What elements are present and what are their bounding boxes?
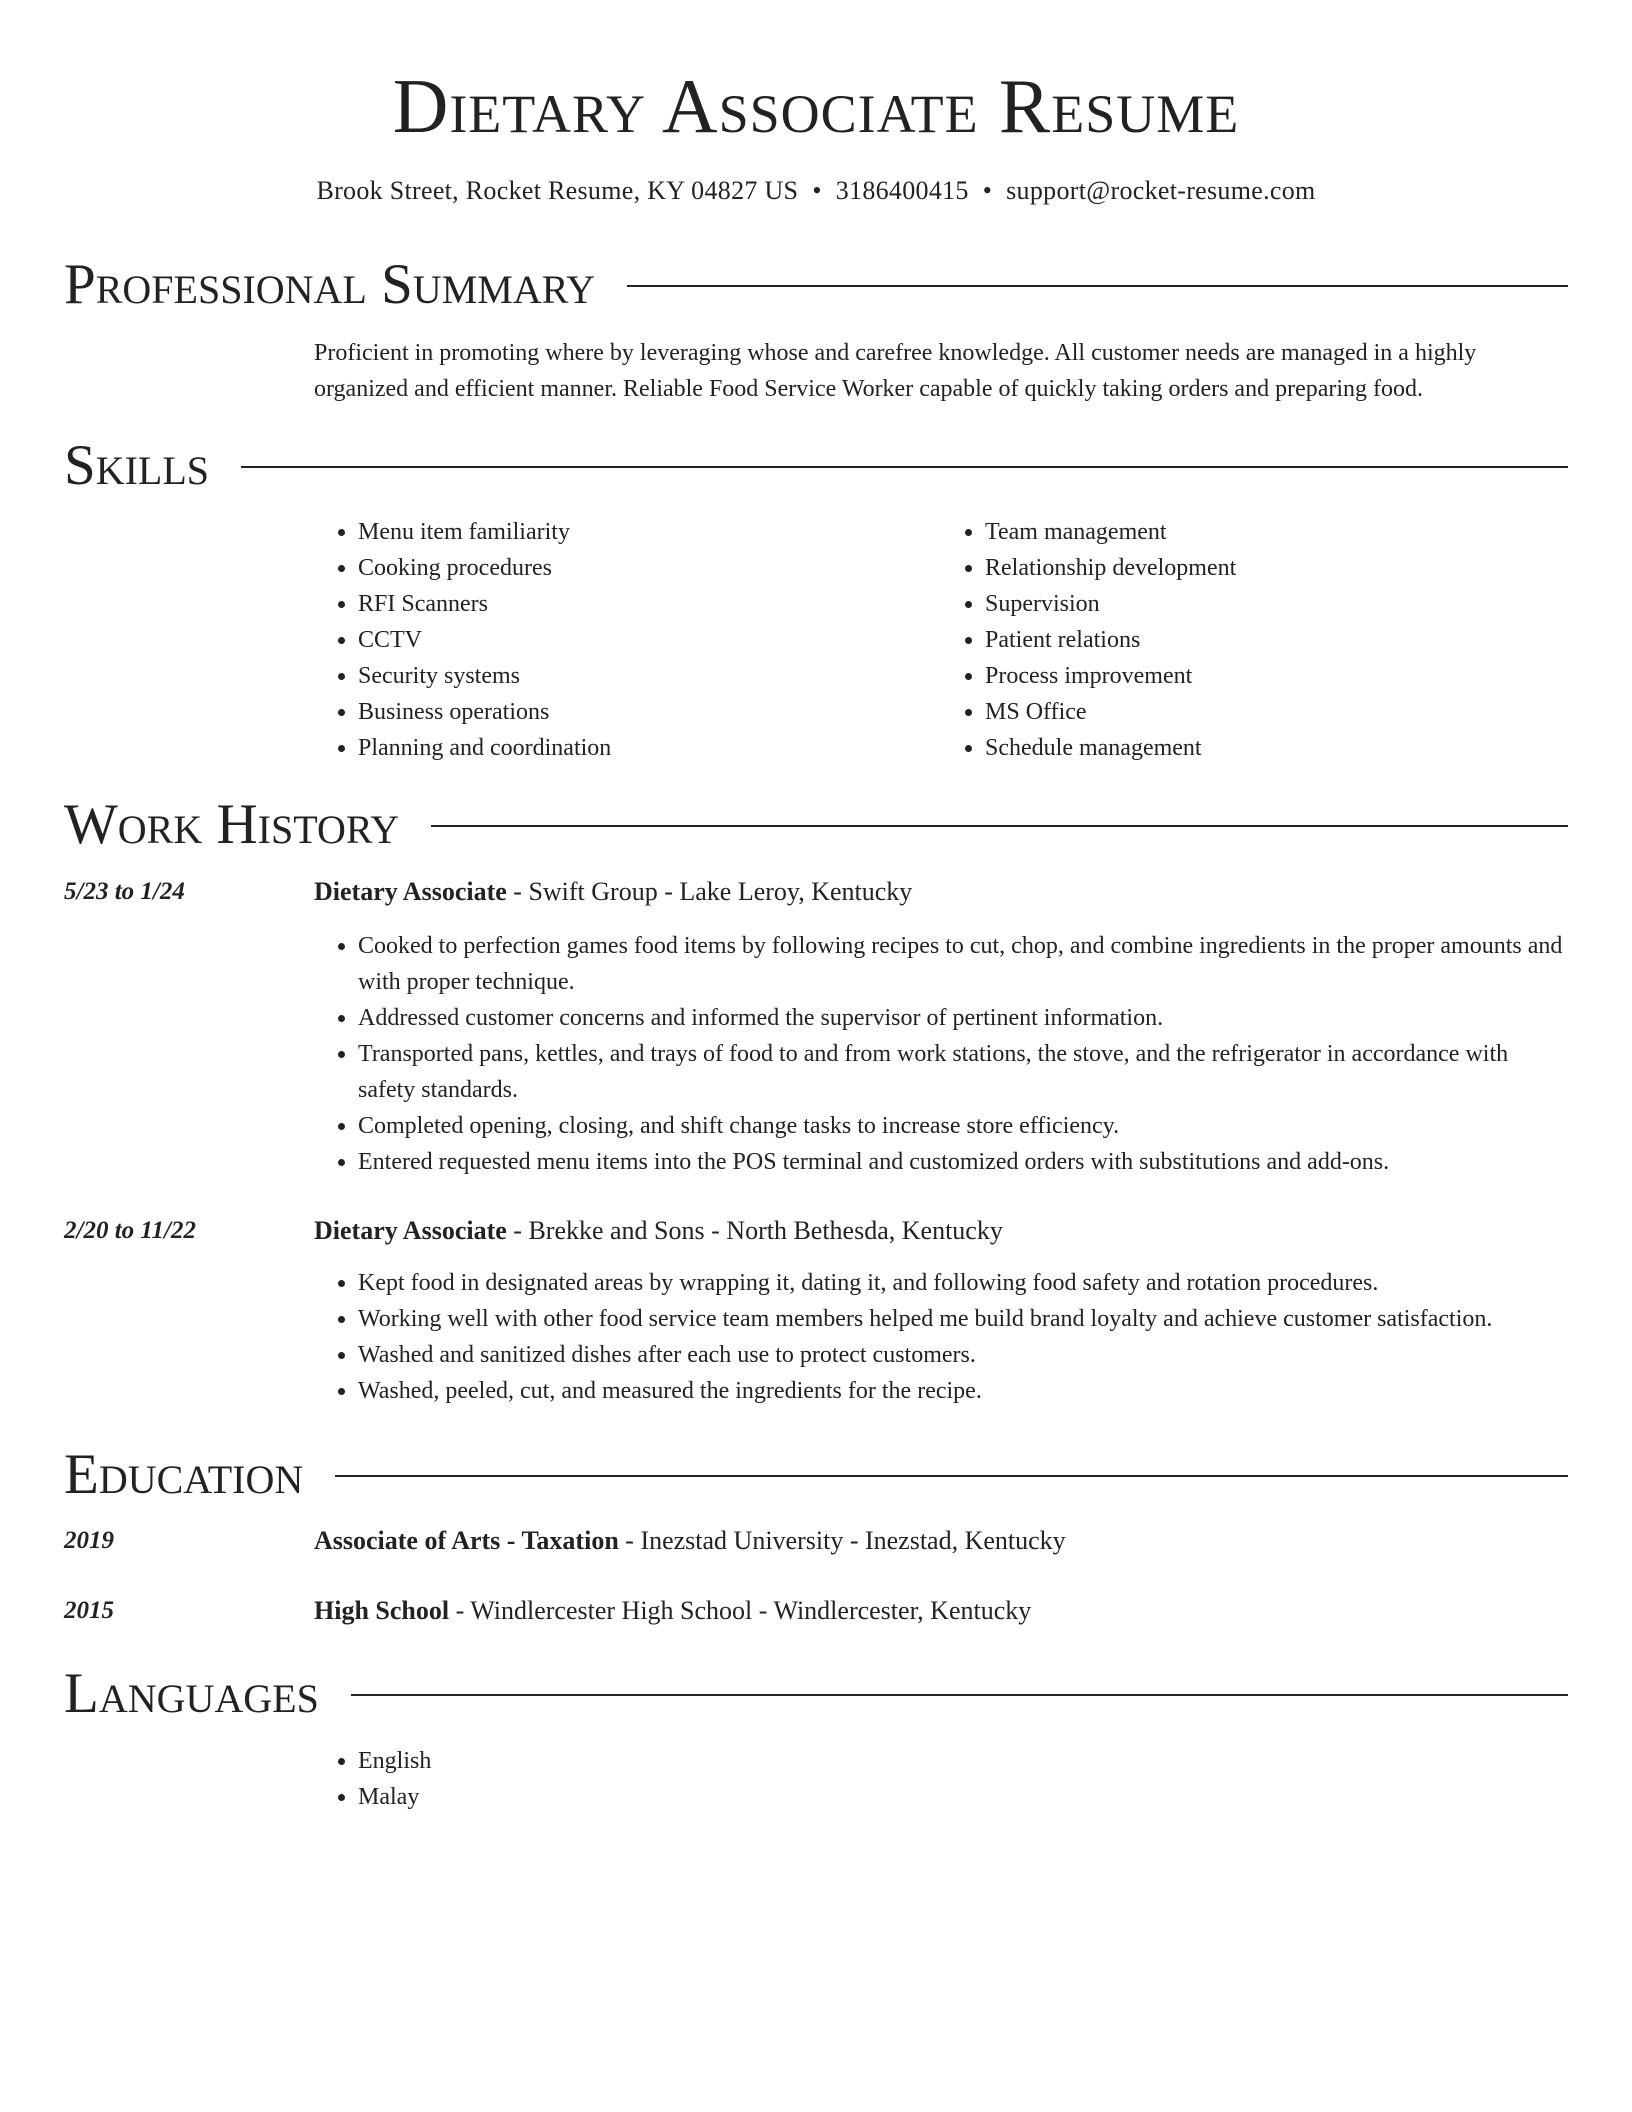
skills-column-left <box>314 514 941 766</box>
contact-phone: 3186400415 <box>835 176 969 205</box>
job-details: - Brekke and Sons - North Bethesda, Kentucky <box>513 1216 1003 1245</box>
skill-item: • Planning and coordination <box>358 730 941 766</box>
job-bullet: • Washed and sanitized dishes after each use to protect customers. <box>358 1337 1568 1373</box>
section-divider <box>351 1694 1568 1696</box>
job-bullet: • Addressed customer concerns and informed the supervisor of pertinent information. <box>358 1000 1568 1036</box>
job-bullet: • Entered requested menu items into the POS terminal and customized orders with substitutions and add-ons. <box>358 1144 1568 1180</box>
education-section-header <box>64 1443 1568 1507</box>
languages-section-header <box>64 1662 1568 1726</box>
section-divider <box>627 285 1568 287</box>
summary-heading: Professional Summary <box>64 253 596 316</box>
contact-line <box>0 175 1632 207</box>
job-details: - Swift Group - Lake Leroy, Kentucky <box>513 877 913 906</box>
skill-item: • CCTV <box>358 622 941 658</box>
education-year: 2019 <box>64 1527 114 1554</box>
skill-item: • Cooking procedures <box>358 550 941 586</box>
job-header <box>314 874 1568 910</box>
job-title: Dietary Associate <box>314 1216 507 1245</box>
education-heading: Education <box>64 1443 304 1506</box>
skill-item: • Relationship development <box>985 550 1568 586</box>
languages-heading: Languages <box>64 1662 319 1725</box>
section-divider <box>241 466 1568 468</box>
work-section-header <box>64 793 1568 857</box>
skill-item: • Process improvement <box>985 658 1568 694</box>
job-bullet: • Kept food in designated areas by wrapping it, dating it, and following food safety and rotation procedures. <box>358 1265 1568 1301</box>
job-bullets <box>314 928 1568 1180</box>
job-bullet: • Working well with other food service team members helped me build brand loyalty and achieve customer satisfaction. <box>358 1301 1568 1337</box>
skill-item: • Supervision <box>985 586 1568 622</box>
skills-heading: Skills <box>64 434 210 497</box>
language-item: • English <box>358 1743 1568 1779</box>
job-bullet: • Transported pans, kettles, and trays of food to and from work stations, the stove, and the refrigerator in accordance with safety standards. <box>358 1036 1568 1108</box>
job-bullet: • Washed, peeled, cut, and measured the ingredients for the recipe. <box>358 1373 1568 1409</box>
languages-list <box>314 1743 1568 1815</box>
summary-text: Proficient in promoting where by leveraging whose and carefree knowledge. All customer needs are managed in a highly organized and efficient manner. Reliable Food Service Worker capable of quickly taking orders and preparing food. <box>314 340 1477 402</box>
skill-item: • Business operations <box>358 694 941 730</box>
job-header <box>314 1213 1568 1249</box>
skill-item: • Team management <box>985 514 1568 550</box>
job-bullet: • Completed opening, closing, and shift change tasks to increase store efficiency. <box>358 1108 1568 1144</box>
education-entry <box>314 1593 1568 1629</box>
contact-address: Brook Street, Rocket Resume, KY 04827 US <box>316 176 799 205</box>
skills-column-right <box>941 514 1568 766</box>
education-details: - Windlercester High School - Windlercester, Kentucky <box>455 1596 1032 1625</box>
education-entry <box>314 1523 1568 1559</box>
skills-list <box>314 514 1568 766</box>
education-details: - Inezstad University - Inezstad, Kentucky <box>625 1526 1066 1555</box>
skill-item: • Patient relations <box>985 622 1568 658</box>
job-bullet: • Cooked to perfection games food items by following recipes to cut, chop, and combine ingredients in the proper amounts and with proper technique. <box>358 928 1568 1000</box>
summary-block <box>314 335 1568 407</box>
job-dates: 5/23 to 1/24 <box>64 878 185 905</box>
section-divider <box>335 1475 1568 1477</box>
skill-item: • RFI Scanners <box>358 586 941 622</box>
resume-title: Dietary Associate Resume <box>392 63 1240 149</box>
skill-item: • Menu item familiarity <box>358 514 941 550</box>
contact-separator: • <box>812 176 822 205</box>
education-degree: Associate of Arts - Taxation <box>314 1526 619 1555</box>
contact-email[interactable]: support@rocket-resume.com <box>1006 176 1316 205</box>
job-dates: 2/20 to 11/22 <box>64 1217 196 1244</box>
section-divider <box>431 825 1568 827</box>
language-item: • Malay <box>358 1779 1568 1815</box>
contact-separator: • <box>982 176 993 205</box>
skill-item: • Security systems <box>358 658 941 694</box>
work-heading: Work History <box>64 793 400 856</box>
education-year: 2015 <box>64 1597 114 1624</box>
skill-item: • MS Office <box>985 694 1568 730</box>
education-degree: High School <box>314 1596 450 1625</box>
skills-section-header <box>64 434 1568 498</box>
skill-item: • Schedule management <box>985 730 1568 766</box>
job-bullets <box>314 1265 1568 1409</box>
summary-section-header <box>64 253 1568 317</box>
job-title: Dietary Associate <box>314 877 507 906</box>
